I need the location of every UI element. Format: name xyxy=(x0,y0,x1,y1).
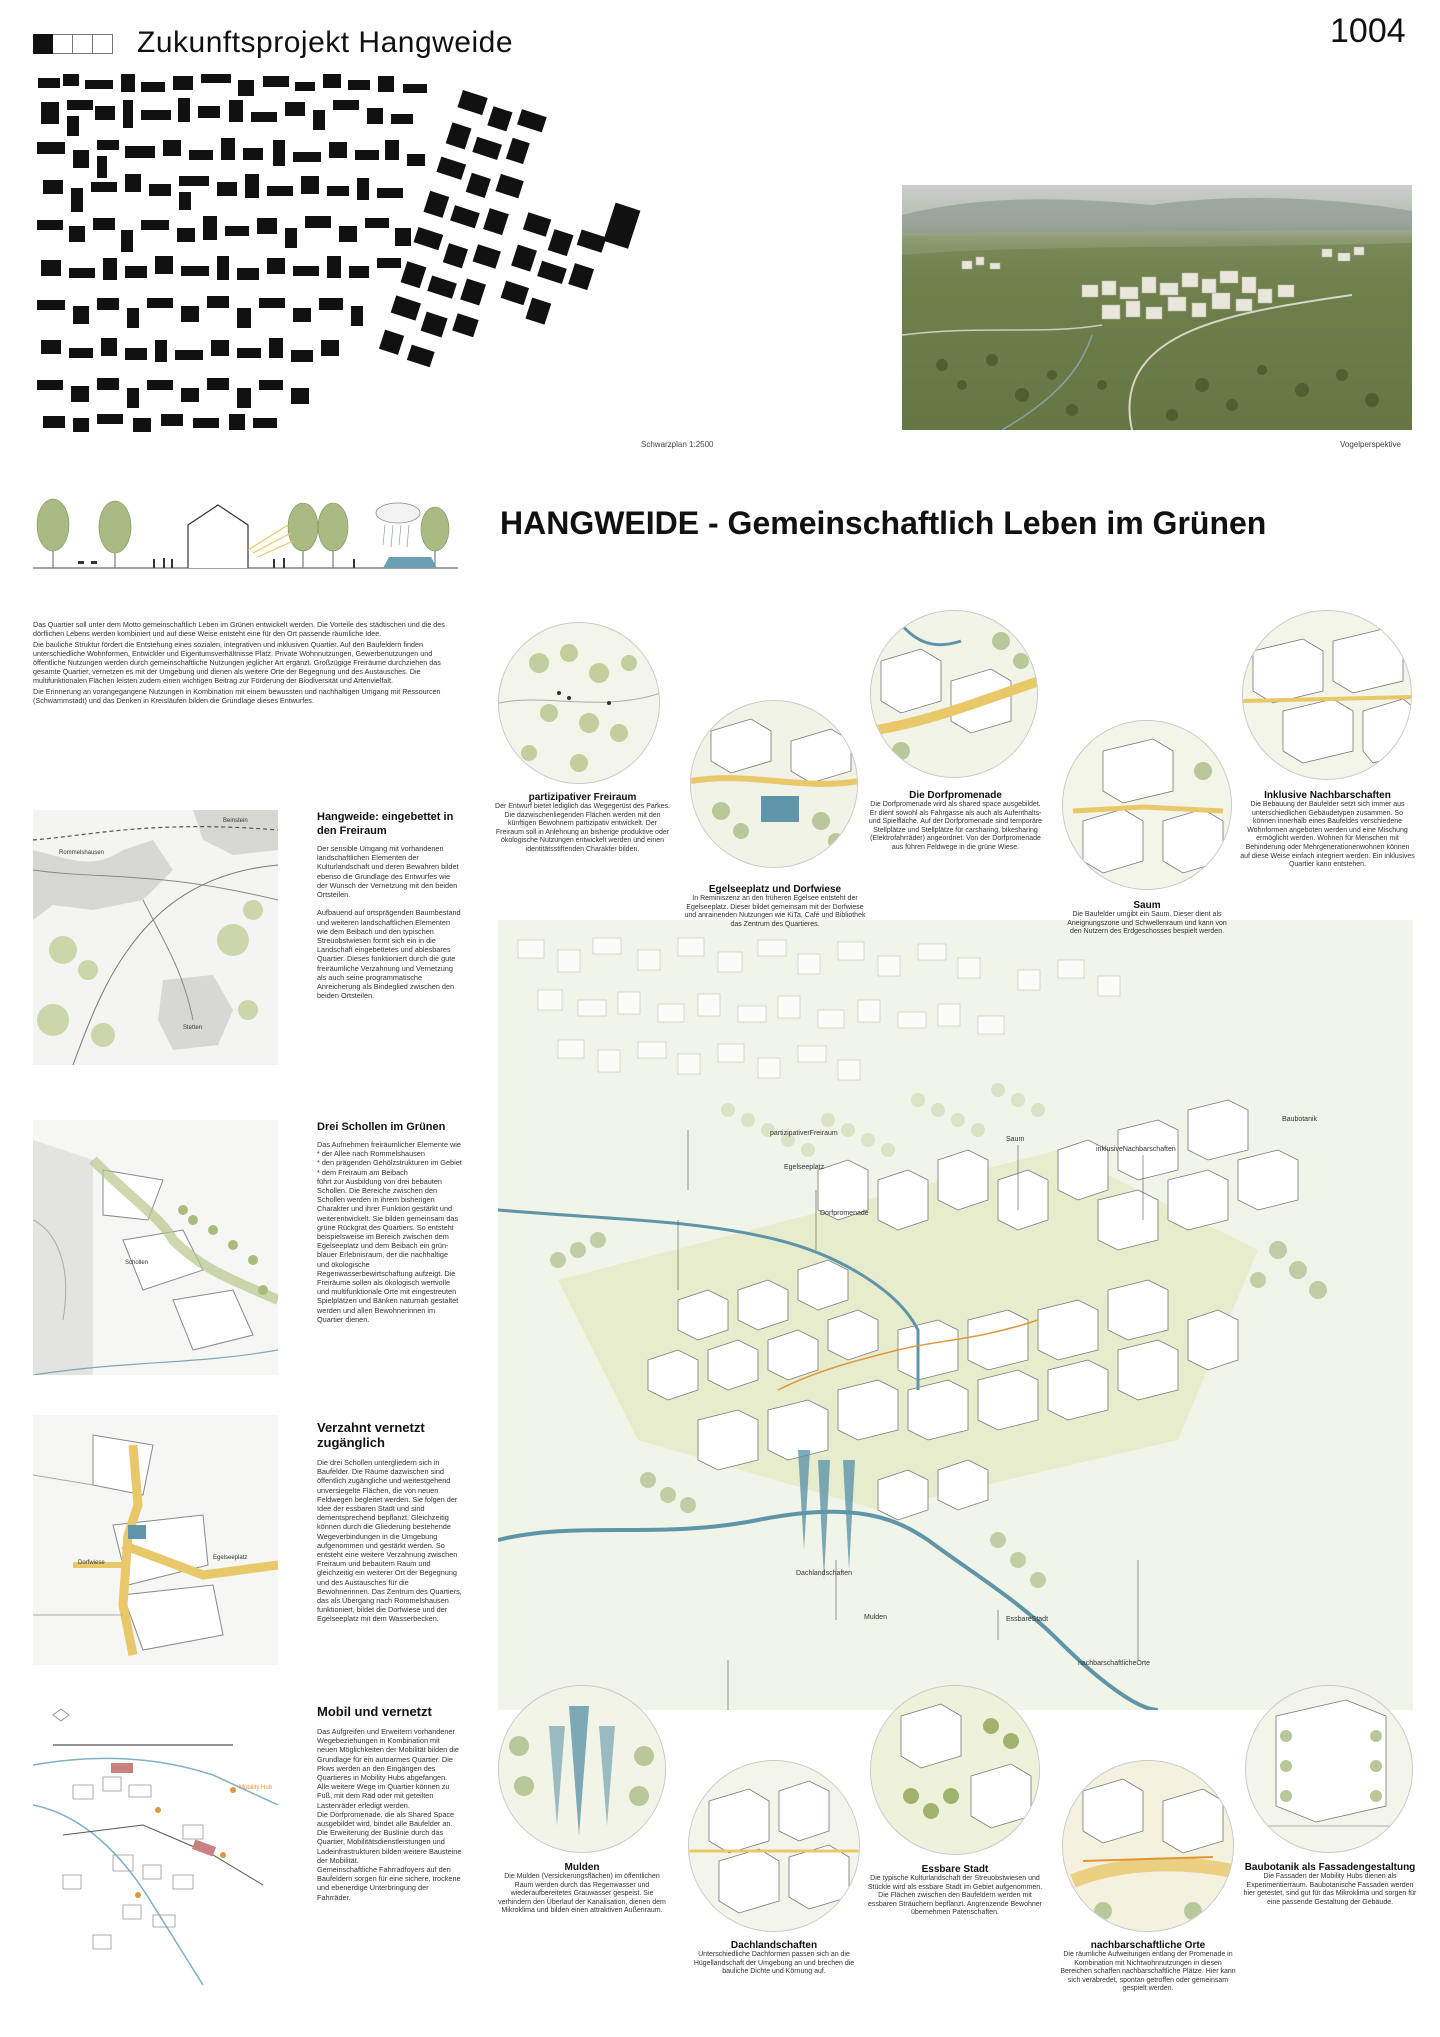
vignette-essbare-stadt-title: Essbare Stadt xyxy=(921,1864,989,1875)
vignette-mulden-image xyxy=(498,1685,666,1853)
intro-paragraph-1: Das Quartier soll unter dem Motto gemeinschaftlich Leben im Grünen entwickelt werden. Die Vorteile des städtischen und die des dörflichen Lebens werden kombiniert und auf diese Weise entsteht eine für den Ort passende räumliche Idee. xyxy=(33,620,445,638)
section-schollen-body: Das Aufnehmen freiräumlicher Elemente wie * der Allee nach Rommelshausen * den prägenden Gehölzstrukturen im Gebiet * dem Freiraum am Beibach führt zur Ausbildung von drei bebauten Schollen. Die Bereiche zwischen den Schollen werden in ihrem bisherigen Charakter und ihrer Funktion gestärkt und weiterentwickelt. Sie bilden gemeinsam das grüne Rückgrat des Quartiers. So entsteht beispielsweise im Bereich zwischen dem Egelseeplatz und dem Beibach ein grün- blauer Erlebnisraum, der die nachhaltige und ökologische Regenwasserbewirtschaftung aufzeigt. Die Freiräume sollen als ökologisch wertvolle und multifunktionale Orte mit eingestreuten Spielplätzen und Bänken naturnah gestaltet werden und allen Bewohnerinnen im Quartier dienen. xyxy=(317,1140,462,1324)
map-schollen-label: Schollen xyxy=(125,1260,149,1266)
section-illustration xyxy=(33,495,458,575)
vignette-partizipativer-freiraum-title: partizipativer Freiraum xyxy=(528,792,637,803)
page-title: Zukunftsprojekt Hangweide xyxy=(137,26,514,59)
schwarzplan-svg xyxy=(33,70,723,435)
vignette-3-svg xyxy=(871,611,1038,778)
vignette-saum-title: Saum xyxy=(1133,900,1161,911)
diagram-map-schollen xyxy=(33,1120,278,1375)
aerial-view-image xyxy=(902,185,1412,430)
map-freiraum-label-1: Rommelshausen xyxy=(59,850,105,856)
plan-label-dorfpromenade: Dorfpromenade xyxy=(820,1210,869,1217)
schwarzplan-caption: Schwarzplan 1:2500 xyxy=(641,440,714,449)
vignette-nachbarschaftliche-orte-body: Die räumliche Aufweitungen entlang der Promenade in Kombination mit Nichtwohnnutzungen in diesen Bereichen schaffen nachbarschaftliche Plätze. Hier kann sich verabredet, spontan getroffen oder gemeinsam gespielt werden. xyxy=(1060,1951,1236,1993)
vignette-essbare-stadt-image xyxy=(870,1685,1040,1855)
map-verzahnt-label-1: Dorfwiese xyxy=(78,1560,105,1566)
intro-paragraph-3: Die Erinnerung an vorangegangene Nutzungen in Kombination mit einem bewussten und nachhaltigen Umgang mit Ressourcen (Schwammstadt) und das Denken in Kreisläufen bilden die Grundlage dieses Entwurfes. xyxy=(33,687,441,705)
intro-paragraph-2: Die bauliche Struktur fördert die Entstehung eines sozialen, integrativen und inklusiven Quartier. Auf den Baufeldern finden unterschiedliche Wohnformen, Entwickler und Eigentumsverhältnisse Platz. Private Wohnnutzungen, Gewerbenutzungen und öffentliche Nutzungen werden durch gemeinschaftliche Nutzungen jeglicher Art ergänzt. Großzügige Freiräume durchziehen das gesamte Quartier, vernetzen es mit der Umgebung und dienen als weitere Orte der Begegnung und des Austausches. Die multifunktionalen Flächen leisten zudem einen wichtigen Beitrag zur Förderung der Biodiversität und Artenvielfalt. xyxy=(33,640,441,685)
section-illustration-svg xyxy=(33,495,458,575)
diagram-map-verzahnt xyxy=(33,1415,278,1665)
section-mobil-title: Mobil und vernetzt xyxy=(317,1704,432,1719)
vignette-essbare-stadt-text xyxy=(866,1864,1044,1918)
title-mark-square-filled xyxy=(33,34,53,54)
vignette-saum-text xyxy=(1062,900,1232,937)
plan-label-inklusive-nachbarschaften: inklusiveNachbarschaften xyxy=(1096,1146,1176,1153)
title-mark-square-2 xyxy=(73,34,93,54)
section-mobil-body: Das Aufgreifen und Erweitern vorhandener Wegebeziehungen in Kombination mit neuen Möglichkeiten der Mobilität bilden die Grundlage für ein autoarmes Quartier. Die Pkws werden an den Eingängen des Quartieres in Mobility Hubs abgefangen. Alle weitere Wege im Quartier können zu Fuß, mit dem Rad oder mit geteilten Lastenräder erledigt werden. Die Dorfpromenade, die als Shared Space ausgebildet wird, bindet alle Baufelder an. Die Erweiterung der Buslinie durch das Quartier, Mobilitätsdienstleistungen und Ladeinfrastrukturen bilden weitere Bausteine der Mobilität. Gemeinschaftliche Fahrradfoyers auf den Baufeldern sorgen für eine sichere, trockene und ebenerdige Unterbringung der Fahrräder. xyxy=(317,1727,462,1902)
vignette-egelseeplatz-text xyxy=(680,884,870,929)
plan-label-saum: Saum xyxy=(1006,1136,1025,1143)
vignette-9-svg xyxy=(1063,1761,1234,1932)
vignette-nachbarschaftliche-orte-title: nachbarschaftliche Orte xyxy=(1090,1940,1206,1951)
vignette-partizipativer-freiraum-image xyxy=(498,622,660,784)
map-schollen-svg xyxy=(33,1120,278,1375)
vignette-mulden-body: Die Mulden (Versickerungsflächen) im öffentlichen Raum werden durch das Regenwasser und wiederaufbereitetes Grauwasser gespeist. Sie verhindern den Überlauf der Kanalisation, dienen dem Mikroklima und bilden einen attraktiven Außenraum. xyxy=(498,1873,666,1915)
vignette-nachbarschaftliche-orte-text xyxy=(1058,1940,1238,1994)
plan-label-dachlandschaften: Dachlandschaften xyxy=(796,1570,853,1577)
section-schollen-title: Drei Schollen im Grünen xyxy=(317,1121,446,1133)
map-freiraum-label-2: Beinstein xyxy=(223,818,248,824)
map-verzahnt-label-2: Egelseeplatz xyxy=(213,1555,248,1561)
vignette-inklusive-nachbarschaften-title: Inklusive Nachbarschaften xyxy=(1264,790,1391,801)
vignette-partizipativer-freiraum-text xyxy=(495,792,670,855)
title-mark-square-3 xyxy=(93,34,113,54)
vignette-partizipativer-freiraum-body: Der Entwurf bietet lediglich das Wegegerüst des Parkes. Die dazwischenliegenden Flächen werden mit den künftigen Bewohnern partizipativ entwickelt. Der Freiraum soll in Anlehnung an bisherige produktive oder ökologische Nutzungen entwickelt werden und einen identitätsstiftenden Charakter bilden. xyxy=(495,803,670,853)
vignette-dachlandschaften-body: Unterschiedliche Dachformen passen sich an die Hügellandschaft der Umgebung an und brechen die bauliche Dichte und Körnung auf. xyxy=(693,1951,855,1976)
vignette-1-svg xyxy=(499,623,660,784)
vignette-2-svg xyxy=(691,701,858,868)
vignette-dorfpromenade-text xyxy=(868,790,1043,853)
vignette-egelseeplatz-body: In Reminiszenz an den früheren Egelsee entsteht der Egelseeplatz. Dieser bildet gemeinsam mit der Dorfwiese und anrainenden Nutzungen wie KiTa, Café und Bibliothek das Zentrum des Quartieres. xyxy=(684,895,866,928)
map-mobil-label: Mobility Hub xyxy=(239,1785,273,1791)
vignette-dorfpromenade-image xyxy=(870,610,1038,778)
diagram-map-freiraum xyxy=(33,810,278,1065)
axonometric-plan-svg xyxy=(498,920,1413,1710)
section-freiraum-title: Hangweide: eingebettet in den Freiraum xyxy=(317,811,454,837)
intro-text xyxy=(33,620,463,705)
vignette-dachlandschaften-image xyxy=(688,1760,860,1932)
map-freiraum-label-3: Stetten xyxy=(183,1025,203,1031)
vignette-nachbarschaftliche-orte-image xyxy=(1062,1760,1234,1932)
plan-label-essbare-stadt: EssbareStadt xyxy=(1006,1616,1049,1623)
vignette-8-svg xyxy=(871,1686,1040,1855)
map-freiraum-svg xyxy=(33,810,278,1065)
vignette-dachlandschaften-text xyxy=(684,1940,864,1977)
vignette-egelseeplatz-image xyxy=(690,700,858,868)
vignette-essbare-stadt-body: Die typische Kulturlandschaft der Streuobstwiesen und Stückle wird als essbare Stadt im Gebiet aufgenommen. Die Flächen zwischen den Baufeldern werden mit essbaren Sträuchern bepflanzt. Angrenzende Bewohner übernehmen Patenschaften. xyxy=(867,1875,1043,1917)
vignette-dorfpromenade-title: Die Dorfpromenade xyxy=(909,790,1002,801)
section-freiraum-text xyxy=(317,810,462,1000)
title-mark-square-1 xyxy=(53,34,73,54)
vignette-dorfpromenade-body: Die Dorfpromenade wird als shared space ausgebildet. Er dient sowohl als Fahrgasse als auch als Aufenthalts- und Spielfläche. Auf der Dorfpromenade sind temporäre Stellplätze und Stellplätze für carsharing, bikesharing (Elektrofahrräder) angeordnet. Von der Dorfpromenade aus führen Feldwege in die grüne Wiese. xyxy=(868,801,1043,851)
vignette-baubotanik-image xyxy=(1245,1685,1413,1853)
section-verzahnt-text xyxy=(317,1420,462,1624)
vignette-inklusive-nachbarschaften-text xyxy=(1240,790,1415,870)
aerial-view-svg xyxy=(902,185,1412,430)
project-number: 1004 xyxy=(1330,12,1406,50)
section-mobil-text xyxy=(317,1705,462,1902)
vignette-mulden-title: Mulden xyxy=(564,1862,600,1873)
plan-label-egelseeplatz: Egelseeplatz xyxy=(784,1164,825,1171)
schwarzplan-figure xyxy=(33,70,723,435)
plan-label-baubotanik: Baubotanik xyxy=(1282,1116,1318,1123)
vignette-10-svg xyxy=(1246,1686,1413,1853)
diagram-map-mobil xyxy=(33,1705,278,1985)
main-headline: HANGWEIDE - Gemeinschaftlich Leben im Grünen xyxy=(500,505,1267,541)
vignette-baubotanik-body: Die Fassaden der Mobility Hubs dienen als Experimentierraum. Baubotanische Fassaden werden hier getestet, sind gut für das Mikroklima und sorgen für eine passende Gestaltung der Gebäude. xyxy=(1243,1873,1417,1906)
section-verzahnt-body: Die drei Schollen untergliedern sich in Baufelder. Die Räume dazwischen sind öffentlich zugängliche und weitestgehend unversiegelte Flächen, die von neuen Feldwegen begleitet werden. Sie folgen der Idee der essbaren Stadt und sind dementsprechend bepflanzt. Gleichzeitig können durch die Gliederung bestehende Wegeverbindungen in die Umgebung aufgenommen und gestärkt werden. So entsteht eine weitere Verzahnung zwischen Freiraum und bebautem Raum und gleichzeitig ein weiterer Ort der Begegnung und des Austausches für die Bewohnerinnen. Das Zentrum des Quartiers, das als Übergang nach Rommelshausen funktioniert, bildet die Dorfwiese und der Egelseeplatz mit dem Wasserbecken. xyxy=(317,1458,462,1624)
section-schollen-text xyxy=(317,1120,462,1324)
map-verzahnt-svg xyxy=(33,1415,278,1665)
vignette-inklusive-nachbarschaften-image xyxy=(1242,610,1412,780)
vignette-baubotanik-title: Baubotanik als Fassadengestaltung xyxy=(1244,1862,1416,1873)
section-verzahnt-title: Verzahnt vernetzt zugänglich xyxy=(317,1420,425,1450)
vignette-5-svg xyxy=(1243,611,1412,780)
vignette-saum-body: Die Baufelder umgibt ein Saum. Dieser dient als Aneignungszone und Schwellenraum und kann von den Nutzern des Erdgeschosses bespielt werden. xyxy=(1067,911,1227,936)
vignette-mulden-text xyxy=(494,1862,670,1916)
vignette-dachlandschaften-title: Dachlandschaften xyxy=(730,1940,818,1951)
title-mark xyxy=(33,34,113,54)
axonometric-plan xyxy=(498,920,1413,1710)
vignette-inklusive-nachbarschaften-body: Die Bebauung der Baufelder setzt sich immer aus unterschiedlichen Gebäudetypen zusammen. So können innerhalb eines Baufeldes verschiedene Wohnformen angeboten werden und eine Mischung ermöglicht werden. Wohnen für Menschen mit Behinderung oder Mehrgenerationenwohnen können auf diese Weise einfach integriert werden. Ein inklusives Quartier kann entstehen. xyxy=(1240,801,1415,869)
vignette-4-svg xyxy=(1063,721,1232,890)
section-freiraum-body: Der sensible Umgang mit vorhandenen landschaftlichen Elementen der Kulturlandschaft und deren Bewahren bildet ebenso die Grundlage des Entwurfes wie der Wunsch der Vernetzung mit den beiden Ortsteilen. Aufbauend auf ortsprägenden Baumbestand und weiteren landschaftlichen Elementen wie dem Beibach und den typischen Streuobstwiesen formt sich ein in die Landschaft eingebettetes und ablesbares Quartier. Dieses funktioniert durch die gute freiräumliche Verzahnung und Vernetzung als auch seine programmatische Anreicherung als Bindeglied zwischen den beiden Ortsteilen. xyxy=(317,844,461,1001)
plan-label-partizipativer-freiraum: partizipativerFreiraum xyxy=(770,1130,838,1137)
plan-label-nachbarschaftliche-orte: nachbarschaftlicheOrte xyxy=(1078,1660,1150,1667)
vignette-baubotanik-text xyxy=(1242,1862,1418,1907)
map-mobil-svg xyxy=(33,1705,278,1985)
plan-label-mulden: Mulden xyxy=(864,1614,887,1621)
vignette-saum-image xyxy=(1062,720,1232,890)
aerial-view-caption: Vogelperspektive xyxy=(1340,440,1401,449)
vignette-egelseeplatz-title: Egelseeplatz und Dorfwiese xyxy=(708,884,842,895)
vignette-6-svg xyxy=(499,1686,666,1853)
vignette-7-svg xyxy=(689,1761,860,1932)
